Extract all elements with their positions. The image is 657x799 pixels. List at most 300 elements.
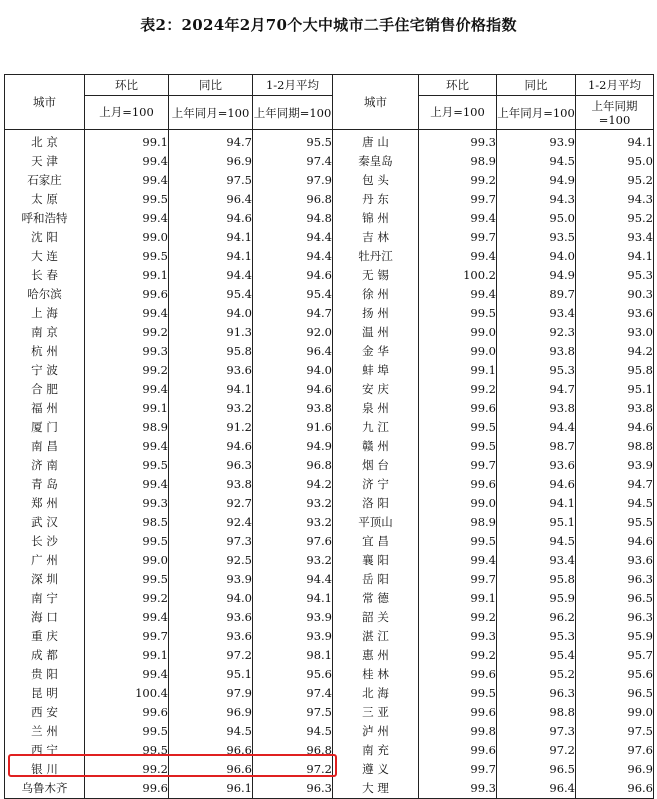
cell-mom-right: 99.8 [419,722,497,741]
cell-mom-right: 99.7 [419,228,497,247]
cell-avg-left: 93.9 [253,608,333,627]
table-row [5,475,654,494]
cell-mom-left: 99.1 [85,130,169,153]
table-row [5,152,654,171]
cell-city-left: 南 京 [5,323,85,342]
cell-mom-left: 99.5 [85,722,169,741]
cell-city-left: 石家庄 [5,171,85,190]
cell-yoy-right: 98.8 [497,703,576,722]
cell-yoy-right: 95.1 [497,513,576,532]
cell-city-left: 乌鲁木齐 [5,779,85,799]
cell-yoy-left: 93.6 [169,361,253,380]
cell-city-left: 贵 阳 [5,665,85,684]
cell-avg-right: 95.2 [576,171,654,190]
cell-city-right: 韶 关 [333,608,419,627]
cell-avg-right: 93.8 [576,399,654,418]
cell-avg-left: 94.1 [253,589,333,608]
cell-city-left: 大 连 [5,247,85,266]
cell-mom-left: 99.7 [85,627,169,646]
cell-mom-left: 99.0 [85,551,169,570]
cell-yoy-left: 96.9 [169,703,253,722]
cell-mom-right: 99.5 [419,684,497,703]
cell-mom-left: 99.6 [85,703,169,722]
cell-city-left: 海 口 [5,608,85,627]
cell-avg-left: 97.4 [253,684,333,703]
cell-yoy-left: 93.2 [169,399,253,418]
cell-yoy-right: 96.2 [497,608,576,627]
cell-avg-right: 93.4 [576,228,654,247]
cell-mom-left: 99.4 [85,152,169,171]
cell-city-right: 岳 阳 [333,570,419,589]
cell-avg-left: 94.4 [253,247,333,266]
cell-mom-left: 99.5 [85,247,169,266]
cell-yoy-left: 95.4 [169,285,253,304]
cell-yoy-left: 96.3 [169,456,253,475]
cell-yoy-left: 97.3 [169,532,253,551]
table-row [5,570,654,589]
cell-yoy-left: 97.2 [169,646,253,665]
col-subheader-mom-right: 上月=100 [419,96,497,130]
cell-yoy-left: 94.1 [169,228,253,247]
cell-city-right: 安 庆 [333,380,419,399]
cell-yoy-right: 92.3 [497,323,576,342]
cell-city-left: 郑 州 [5,494,85,513]
cell-yoy-right: 95.8 [497,570,576,589]
cell-mom-right: 99.7 [419,760,497,779]
cell-yoy-right: 95.0 [497,209,576,228]
cell-city-right: 襄 阳 [333,551,419,570]
cell-avg-right: 95.7 [576,646,654,665]
cell-yoy-left: 91.3 [169,323,253,342]
col-header-yoy-right: 同比 [497,75,576,96]
cell-city-right: 无 锡 [333,266,419,285]
cell-city-left: 西 宁 [5,741,85,760]
cell-mom-left: 99.4 [85,608,169,627]
cell-yoy-right: 93.9 [497,130,576,153]
cell-city-right: 牡丹江 [333,247,419,266]
cell-mom-left: 99.5 [85,532,169,551]
cell-yoy-left: 94.6 [169,209,253,228]
table-row [5,209,654,228]
cell-mom-right: 98.9 [419,513,497,532]
cell-city-right: 扬 州 [333,304,419,323]
cell-mom-left: 99.2 [85,760,169,779]
cell-city-right: 济 宁 [333,475,419,494]
cell-yoy-left: 96.6 [169,760,253,779]
cell-city-left: 深 圳 [5,570,85,589]
cell-city-left: 银 川 [5,760,85,779]
cell-avg-right: 93.6 [576,551,654,570]
cell-city-left: 南 昌 [5,437,85,456]
cell-avg-left: 94.2 [253,475,333,494]
cell-yoy-left: 96.1 [169,779,253,799]
cell-city-right: 烟 台 [333,456,419,475]
cell-avg-right: 94.6 [576,532,654,551]
cell-yoy-right: 95.3 [497,627,576,646]
cell-city-left: 天 津 [5,152,85,171]
cell-yoy-right: 98.7 [497,437,576,456]
cell-mom-right: 99.2 [419,608,497,627]
cell-yoy-left: 94.5 [169,722,253,741]
col-header-city-left: 城市 [5,75,85,130]
cell-city-right: 常 德 [333,589,419,608]
cell-mom-left: 99.3 [85,494,169,513]
cell-mom-left: 99.5 [85,190,169,209]
cell-yoy-right: 95.4 [497,646,576,665]
table-row [5,228,654,247]
cell-city-right: 平顶山 [333,513,419,532]
cell-yoy-left: 94.1 [169,380,253,399]
table-row [5,741,654,760]
col-header-city-right: 城市 [333,75,419,130]
cell-mom-right: 99.5 [419,532,497,551]
table-row [5,418,654,437]
cell-city-left: 哈尔滨 [5,285,85,304]
cell-mom-left: 99.4 [85,171,169,190]
table-row [5,779,654,799]
cell-city-right: 蚌 埠 [333,361,419,380]
cell-yoy-left: 92.7 [169,494,253,513]
cell-mom-right: 99.2 [419,646,497,665]
cell-mom-left: 99.1 [85,399,169,418]
cell-yoy-right: 94.7 [497,380,576,399]
cell-city-left: 福 州 [5,399,85,418]
col-subheader-yoy-left: 上年同月=100 [169,96,253,130]
cell-yoy-left: 94.1 [169,247,253,266]
cell-avg-right: 95.5 [576,513,654,532]
cell-city-right: 锦 州 [333,209,419,228]
cell-avg-right: 95.9 [576,627,654,646]
cell-city-right: 秦皇岛 [333,152,419,171]
cell-city-left: 西 安 [5,703,85,722]
cell-mom-right: 99.1 [419,361,497,380]
cell-city-right: 南 充 [333,741,419,760]
cell-city-right: 吉 林 [333,228,419,247]
table-row [5,551,654,570]
cell-avg-right: 96.6 [576,779,654,799]
cell-avg-left: 92.0 [253,323,333,342]
col-header-mom-left: 环比 [85,75,169,96]
cell-yoy-left: 92.4 [169,513,253,532]
cell-yoy-left: 94.7 [169,130,253,153]
cell-mom-right: 99.6 [419,703,497,722]
table-row [5,342,654,361]
cell-avg-left: 93.2 [253,513,333,532]
cell-yoy-right: 94.0 [497,247,576,266]
cell-avg-right: 95.3 [576,266,654,285]
cell-city-left: 厦 门 [5,418,85,437]
cell-city-left: 武 汉 [5,513,85,532]
cell-city-left: 太 原 [5,190,85,209]
cell-avg-left: 94.0 [253,361,333,380]
table-row [5,304,654,323]
cell-yoy-left: 97.9 [169,684,253,703]
cell-mom-left: 99.2 [85,589,169,608]
cell-city-right: 金 华 [333,342,419,361]
table-row [5,456,654,475]
table-row [5,494,654,513]
cell-avg-left: 98.1 [253,646,333,665]
cell-mom-left: 98.5 [85,513,169,532]
cell-mom-right: 99.3 [419,627,497,646]
cell-mom-right: 99.6 [419,741,497,760]
cell-city-left: 青 岛 [5,475,85,494]
cell-city-left: 呼和浩特 [5,209,85,228]
cell-city-left: 广 州 [5,551,85,570]
table-row [5,380,654,399]
cell-avg-left: 94.6 [253,380,333,399]
cell-avg-right: 99.0 [576,703,654,722]
cell-yoy-left: 93.8 [169,475,253,494]
cell-mom-left: 99.4 [85,209,169,228]
cell-yoy-right: 94.9 [497,266,576,285]
cell-avg-right: 94.2 [576,342,654,361]
cell-city-right: 三 亚 [333,703,419,722]
col-header-mom-right: 环比 [419,75,497,96]
table-row [5,722,654,741]
cell-avg-left: 91.6 [253,418,333,437]
cell-city-right: 唐 山 [333,130,419,153]
cell-avg-right: 95.6 [576,665,654,684]
cell-mom-left: 99.6 [85,779,169,799]
cell-mom-right: 99.4 [419,551,497,570]
cell-mom-right: 99.5 [419,418,497,437]
table-row [5,608,654,627]
cell-yoy-left: 95.1 [169,665,253,684]
cell-avg-left: 93.2 [253,494,333,513]
cell-city-right: 洛 阳 [333,494,419,513]
cell-avg-left: 94.9 [253,437,333,456]
cell-avg-right: 96.5 [576,589,654,608]
cell-yoy-left: 91.2 [169,418,253,437]
cell-yoy-left: 94.0 [169,589,253,608]
cell-avg-left: 94.5 [253,722,333,741]
table-row [5,646,654,665]
cell-mom-right: 99.6 [419,475,497,494]
header-row-1 [5,75,654,96]
cell-mom-left: 99.5 [85,741,169,760]
price-index-table [4,74,654,799]
cell-city-left: 长 春 [5,266,85,285]
cell-yoy-right: 95.3 [497,361,576,380]
cell-mom-left: 99.3 [85,342,169,361]
cell-yoy-right: 95.2 [497,665,576,684]
cell-avg-left: 94.8 [253,209,333,228]
cell-yoy-right: 94.9 [497,171,576,190]
cell-avg-left: 96.3 [253,779,333,799]
cell-mom-right: 99.3 [419,130,497,153]
cell-city-right: 北 海 [333,684,419,703]
cell-avg-right: 95.1 [576,380,654,399]
header-row-2 [5,96,654,130]
cell-yoy-left: 94.4 [169,266,253,285]
cell-mom-right: 99.5 [419,304,497,323]
cell-avg-right: 96.5 [576,684,654,703]
cell-yoy-left: 96.6 [169,741,253,760]
cell-yoy-left: 97.5 [169,171,253,190]
cell-city-left: 成 都 [5,646,85,665]
cell-city-left: 长 沙 [5,532,85,551]
cell-mom-right: 99.5 [419,437,497,456]
cell-avg-right: 94.3 [576,190,654,209]
cell-mom-left: 99.2 [85,361,169,380]
cell-avg-left: 93.8 [253,399,333,418]
col-header-avg-left: 1-2月平均 [253,75,333,96]
cell-mom-left: 99.4 [85,665,169,684]
cell-mom-right: 99.0 [419,342,497,361]
cell-city-right: 桂 林 [333,665,419,684]
cell-avg-right: 90.3 [576,285,654,304]
cell-avg-left: 94.4 [253,228,333,247]
cell-yoy-left: 94.0 [169,304,253,323]
cell-mom-right: 99.7 [419,190,497,209]
col-subheader-mom-left: 上月=100 [85,96,169,130]
cell-mom-left: 99.2 [85,323,169,342]
cell-mom-left: 99.4 [85,437,169,456]
cell-yoy-right: 94.4 [497,418,576,437]
cell-yoy-right: 96.4 [497,779,576,799]
cell-avg-left: 95.6 [253,665,333,684]
cell-yoy-left: 93.6 [169,627,253,646]
cell-city-right: 包 头 [333,171,419,190]
cell-city-right: 泸 州 [333,722,419,741]
table-row [5,399,654,418]
cell-city-right: 惠 州 [333,646,419,665]
cell-city-right: 九 江 [333,418,419,437]
cell-mom-right: 99.4 [419,247,497,266]
cell-avg-right: 94.5 [576,494,654,513]
cell-mom-left: 99.5 [85,456,169,475]
cell-avg-left: 93.2 [253,551,333,570]
cell-mom-left: 99.1 [85,646,169,665]
cell-yoy-right: 94.6 [497,475,576,494]
cell-avg-right: 94.6 [576,418,654,437]
cell-avg-right: 96.3 [576,570,654,589]
cell-city-right: 赣 州 [333,437,419,456]
table-row [5,589,654,608]
table-row [5,532,654,551]
cell-mom-right: 99.6 [419,665,497,684]
cell-avg-left: 96.4 [253,342,333,361]
table-row [5,171,654,190]
cell-mom-left: 99.1 [85,266,169,285]
cell-yoy-left: 95.8 [169,342,253,361]
cell-mom-left: 99.5 [85,570,169,589]
cell-yoy-right: 93.4 [497,551,576,570]
cell-avg-left: 97.5 [253,703,333,722]
cell-avg-right: 94.1 [576,247,654,266]
cell-avg-left: 93.9 [253,627,333,646]
cell-avg-left: 94.4 [253,570,333,589]
table-row [5,285,654,304]
cell-yoy-right: 96.5 [497,760,576,779]
cell-yoy-left: 96.9 [169,152,253,171]
cell-mom-right: 99.1 [419,589,497,608]
cell-yoy-right: 95.9 [497,589,576,608]
cell-avg-left: 95.4 [253,285,333,304]
table-row [5,627,654,646]
cell-yoy-right: 94.5 [497,532,576,551]
table-row [5,266,654,285]
cell-mom-right: 99.6 [419,399,497,418]
cell-avg-left: 97.6 [253,532,333,551]
cell-city-right: 大 理 [333,779,419,799]
cell-yoy-right: 93.5 [497,228,576,247]
cell-yoy-left: 93.6 [169,608,253,627]
cell-yoy-left: 96.4 [169,190,253,209]
cell-yoy-left: 93.9 [169,570,253,589]
cell-yoy-right: 94.3 [497,190,576,209]
cell-city-right: 丹 东 [333,190,419,209]
table-row [5,130,654,153]
cell-city-right: 湛 江 [333,627,419,646]
cell-mom-right: 99.0 [419,494,497,513]
cell-mom-left: 99.0 [85,228,169,247]
cell-mom-right: 99.4 [419,209,497,228]
table-row [5,437,654,456]
cell-avg-right: 95.2 [576,209,654,228]
cell-mom-left: 100.4 [85,684,169,703]
table-row [5,190,654,209]
cell-mom-right: 98.9 [419,152,497,171]
cell-avg-right: 93.9 [576,456,654,475]
cell-avg-right: 97.5 [576,722,654,741]
cell-city-left: 沈 阳 [5,228,85,247]
table-row [5,513,654,532]
cell-city-right: 徐 州 [333,285,419,304]
cell-yoy-right: 93.8 [497,399,576,418]
cell-yoy-right: 89.7 [497,285,576,304]
col-subheader-avg-right: 上年同期=100 [576,96,654,130]
cell-avg-left: 95.5 [253,130,333,153]
cell-mom-left: 98.9 [85,418,169,437]
cell-yoy-right: 96.3 [497,684,576,703]
col-subheader-yoy-right: 上年同月=100 [497,96,576,130]
cell-mom-right: 99.7 [419,570,497,589]
cell-city-left: 北 京 [5,130,85,153]
cell-avg-left: 94.7 [253,304,333,323]
cell-city-left: 济 南 [5,456,85,475]
table-body [5,130,654,799]
cell-city-left: 昆 明 [5,684,85,703]
table-row [5,684,654,703]
cell-avg-right: 95.8 [576,361,654,380]
cell-city-right: 温 州 [333,323,419,342]
cell-avg-left: 96.8 [253,456,333,475]
cell-avg-left: 97.4 [253,152,333,171]
table-row [5,247,654,266]
table-row [5,323,654,342]
cell-avg-left: 97.2 [253,760,333,779]
cell-yoy-left: 92.5 [169,551,253,570]
cell-city-right: 泉 州 [333,399,419,418]
cell-yoy-right: 93.6 [497,456,576,475]
cell-yoy-right: 97.2 [497,741,576,760]
cell-yoy-right: 97.3 [497,722,576,741]
cell-avg-right: 95.0 [576,152,654,171]
cell-avg-right: 96.9 [576,760,654,779]
cell-yoy-right: 94.5 [497,152,576,171]
cell-yoy-left: 94.6 [169,437,253,456]
cell-city-left: 上 海 [5,304,85,323]
table-row [5,361,654,380]
table-row [5,760,654,779]
cell-avg-right: 93.0 [576,323,654,342]
cell-avg-left: 96.8 [253,190,333,209]
cell-city-left: 杭 州 [5,342,85,361]
cell-yoy-right: 94.1 [497,494,576,513]
cell-city-left: 南 宁 [5,589,85,608]
